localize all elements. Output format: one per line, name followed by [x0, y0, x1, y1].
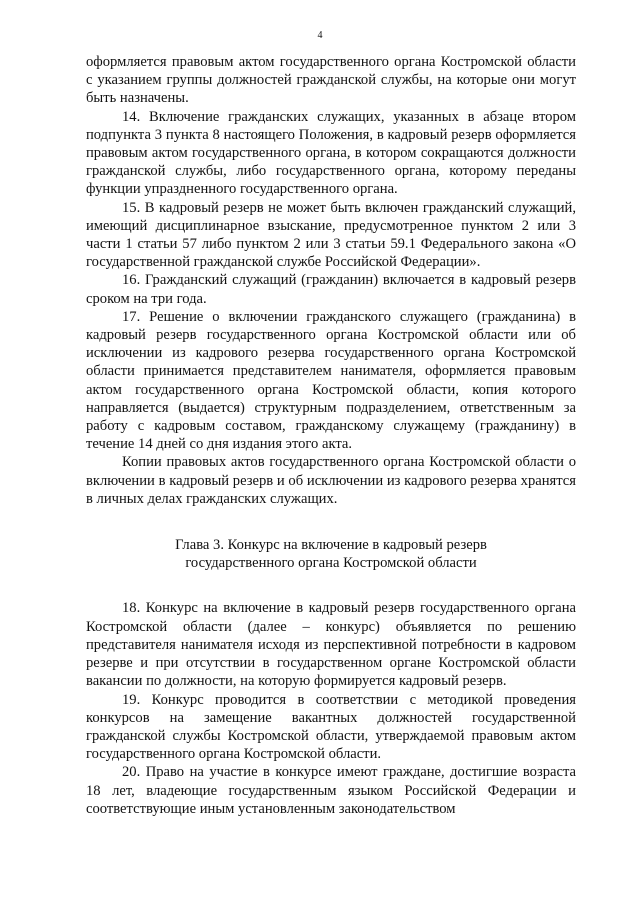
paragraph-14: 14. Включение гражданских служащих, указанных в абзаце втором подпункта 3 пункта 8 настоящего Положения, в кадровый резерв оформляется правовым актом государственного органа, в котором сокращаются должности гражданской службы, либо государственного органа, которому переданы функции упраздненного государственного органа.: [86, 108, 576, 198]
chapter-heading-line-2: государственного органа Костромской области: [185, 555, 477, 572]
paragraph-17-copies: Копии правовых актов государственного органа Костромской области о включении в кадровый резерв и об исключении из кадрового резерва хранятся в личных делах гражданских служащих.: [86, 454, 576, 507]
paragraph-16: 16. Гражданский служащий (гражданин) включается в кадровый резерв сроком на три года.: [86, 272, 576, 307]
paragraph-19: 19. Конкурс проводится в соответствии с методикой проведения конкурсов на замещение вакантных должностей государственной гражданской службы Костромской области, утверждаемой правовым актом государственного органа Костромской области.: [86, 691, 576, 763]
page-number: 4: [317, 30, 323, 41]
paragraph-15: 15. В кадровый резерв не может быть включен гражданский служащий, имеющий дисциплинарное взыскание, предусмотренное пунктом 2 или 3 части 1 статьи 57 либо пунктом 2 или 3 статьи 59.1 Федерального закона «О государственной гражданской службе Российской Федерации».: [86, 199, 576, 271]
paragraph-18: 18. Конкурс на включение в кадровый резерв государственного органа Костромской области (далее – конкурс) объявляется по решению представителя нанимателя исходя из перспективной потребности в кадровом резерве и при отсутствии в государственном органе Костромской области вакансии по должности, на которую формируется кадровый резерв.: [86, 600, 576, 690]
chapter-heading: [86, 536, 576, 572]
paragraph-17: 17. Решение о включении гражданского служащего (гражданина) в кадровый резерв государственного органа Костромской области или об исключении из кадрового резерва государственного органа Костромской области принимается представителем нанимателя, оформляется правовым актом государственного органа Костромской области, копия которого направляется (выдается) структурным подразделением, ответственным за работу с кадровым составом, гражданскому служащему (гражданину) в течение 14 дней со дня издания этого акта.: [86, 308, 576, 453]
paragraphs-bottom: [86, 599, 576, 817]
paragraph-20: 20. Право на участие в конкурсе имеют граждане, достигшие возраста 18 лет, владеющие государственным языком Российской Федерации и соответствующие иным установленным законодательством: [86, 764, 576, 817]
chapter-heading-line-1: Глава 3. Конкурс на включение в кадровый резерв: [175, 537, 487, 554]
paragraphs-top: [86, 53, 576, 508]
document-body: [86, 53, 576, 818]
paragraph-continuation: оформляется правовым актом государственного органа Костромской области с указанием группы должностей гражданской службы, на которые они могут быть назначены.: [86, 54, 576, 107]
